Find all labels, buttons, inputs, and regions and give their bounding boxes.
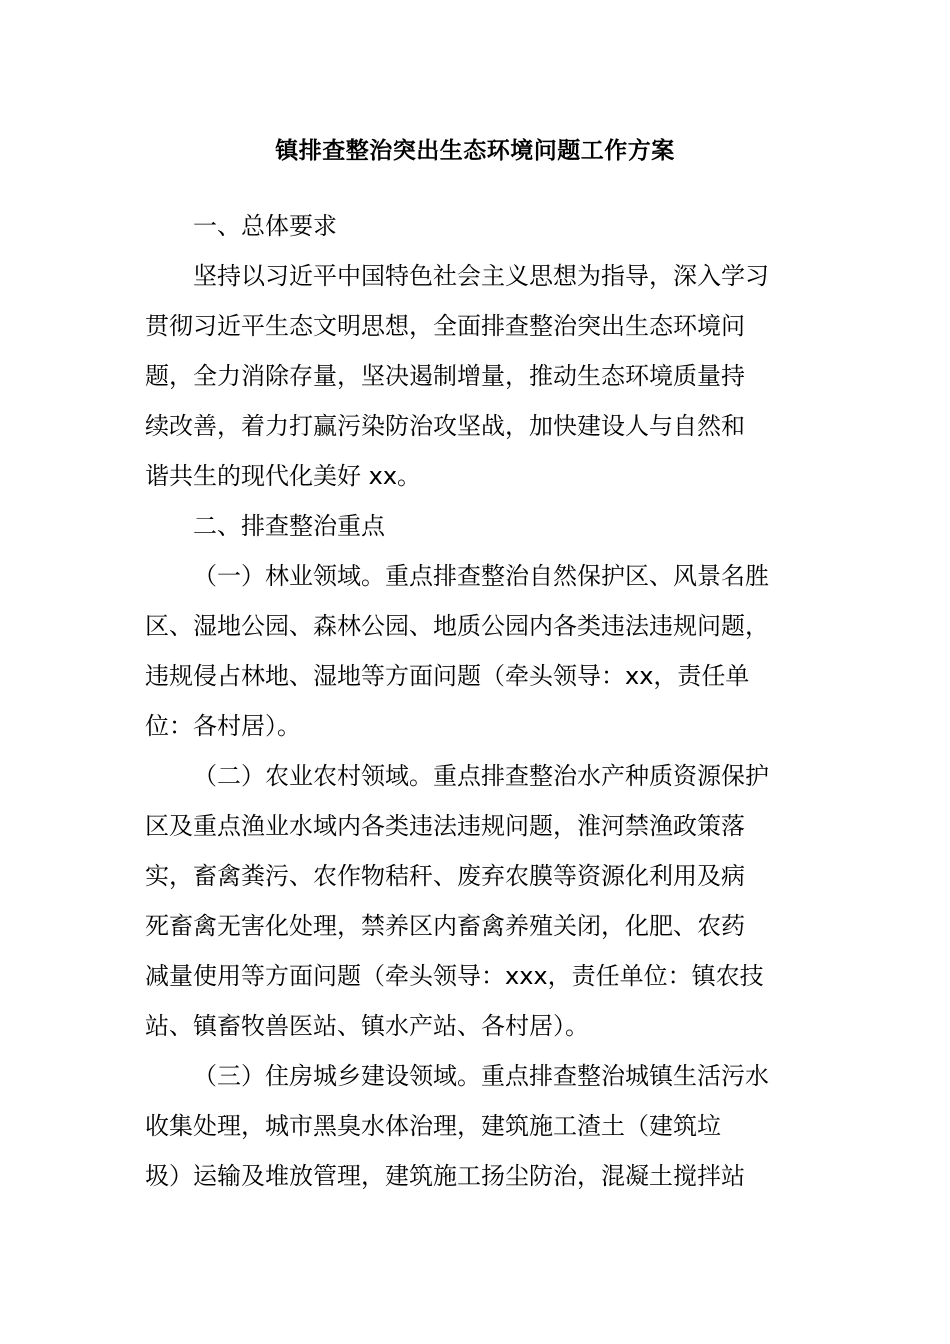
- paragraph-line: 圾）运输及堆放管理，建筑施工扬尘防治，混凝土搅拌站: [145, 1162, 745, 1190]
- section-heading-key-points: 二、排查整治重点: [193, 512, 385, 540]
- paragraph-line: （一）林业领域。重点排查整治自然保护区、风景名胜: [193, 562, 769, 590]
- paragraph-line: 收集处理，城市黑臭水体治理，建筑施工渣土（建筑垃: [145, 1112, 721, 1140]
- paragraph-line: 坚持以习近平中国特色社会主义思想为指导，深入学习: [193, 262, 769, 290]
- paragraph-line: 死畜禽无害化处理，禁养区内畜禽养殖关闭，化肥、农药: [145, 912, 745, 940]
- paragraph-line: 站、镇畜牧兽医站、镇水产站、各村居）。: [145, 1012, 589, 1040]
- paragraph-line: 区及重点渔业水域内各类违法违规问题，淮河禁渔政策落: [145, 812, 745, 840]
- document-title: 镇排查整治突出生态环境问题工作方案: [275, 138, 675, 164]
- paragraph-line: 减量使用等方面问题（牵头领导：xxx，责任单位：镇农技: [145, 962, 764, 990]
- paragraph-line: 实，畜禽粪污、农作物秸秆、废弃农膜等资源化利用及病: [145, 862, 745, 890]
- paragraph-line: 谐共生的现代化美好 xx。: [145, 462, 422, 490]
- paragraph-line: 区、湿地公园、森林公园、地质公园内各类违法违规问题，: [145, 612, 769, 640]
- paragraph-line: 续改善，着力打赢污染防治攻坚战，加快建设人与自然和: [145, 412, 745, 440]
- paragraph-line: （三）住房城乡建设领域。重点排查整治城镇生活污水: [193, 1062, 769, 1090]
- paragraph-line: 位：各村居）。: [145, 712, 301, 740]
- section-heading-general-requirements: 一、总体要求: [193, 212, 337, 240]
- paragraph-line: 违规侵占林地、湿地等方面问题（牵头领导：xx，责任单: [145, 662, 750, 690]
- paragraph-line: 贯彻习近平生态文明思想，全面排查整治突出生态环境问: [145, 312, 745, 340]
- paragraph-line: 题，全力消除存量，坚决遏制增量，推动生态环境质量持: [145, 362, 745, 390]
- paragraph-line: （二）农业农村领域。重点排查整治水产种质资源保护: [193, 762, 769, 790]
